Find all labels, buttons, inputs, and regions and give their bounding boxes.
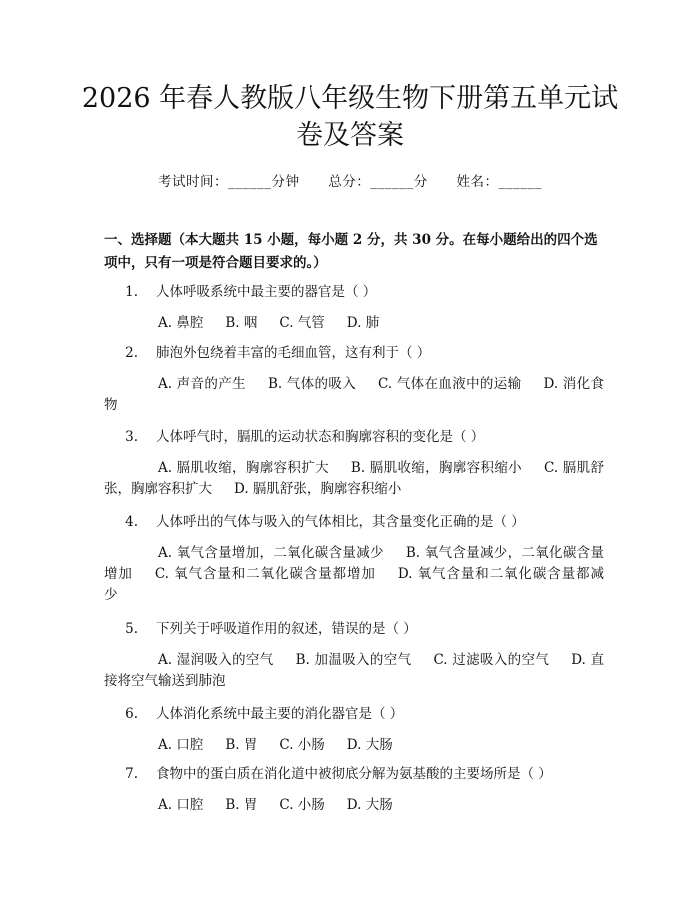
option-c: C. 氧气含量和二氧化碳含量都增加 xyxy=(154,566,376,582)
question-number: 1. xyxy=(125,284,138,300)
question-stem: 人体呼出的气体与吸入的气体相比，其含量变化正确的是（ ） xyxy=(156,514,525,530)
option-b: B. 胃 xyxy=(225,737,258,753)
option-b: B. 膈肌收缩，胸廓容积缩小 xyxy=(350,460,523,476)
title-line-2: 卷及答案 xyxy=(296,120,404,151)
option-d: D. 大肠 xyxy=(346,797,393,813)
option-c: C. 气管 xyxy=(279,315,325,331)
question-2 xyxy=(104,343,604,416)
option-d: D. 大肠 xyxy=(346,737,393,753)
option-b: B. 胃 xyxy=(225,797,258,813)
question-number: 2. xyxy=(125,345,138,361)
question-6 xyxy=(104,704,604,755)
option-b: B. 咽 xyxy=(225,315,258,331)
question-stem: 人体呼气时，膈肌的运动状态和胸廓容积的变化是（ ） xyxy=(156,429,485,445)
option-a: A. 口腔 xyxy=(158,797,204,813)
section-heading: 一、选择题（本大题共 15 小题，每小题 2 分，共 30 分。在每小题给出的四个选项中，只有一项是符合题目要求的。） xyxy=(104,232,598,271)
option-d: D. 直接将空气输送到肺泡 xyxy=(104,652,604,689)
question-7 xyxy=(104,764,604,815)
question-4 xyxy=(104,512,604,606)
option-b: B. 氧气含量减少，二氧化碳含量增加 xyxy=(104,545,604,582)
question-3 xyxy=(104,427,604,500)
exam-score: 总分：______分 xyxy=(328,174,428,190)
question-number: 5. xyxy=(125,621,138,637)
question-stem: 下列关于呼吸道作用的叙述，错误的是（ ） xyxy=(156,621,417,637)
option-a: A. 膈肌收缩，胸廓容积扩大 xyxy=(158,460,329,476)
exam-meta xyxy=(0,170,700,190)
option-a: A. 口腔 xyxy=(158,737,204,753)
option-a: A. 鼻腔 xyxy=(158,315,204,331)
question-stem: 人体消化系统中最主要的消化器官是（ ） xyxy=(156,706,404,722)
exam-time: 考试时间：______分钟 xyxy=(157,174,300,190)
option-c: C. 过滤吸入的空气 xyxy=(433,652,550,668)
exam-name: 姓名：______ xyxy=(456,174,543,190)
option-a: A. 湿润吸入的空气 xyxy=(158,652,274,668)
option-b: B. 加温吸入的空气 xyxy=(295,652,412,668)
option-c: C. 小肠 xyxy=(279,797,325,813)
option-d: D. 氧气含量和二氧化碳含量都减少 xyxy=(104,566,604,603)
question-stem: 肺泡外包绕着丰富的毛细血管，这有利于（ ） xyxy=(156,345,431,361)
option-a: A. 氧气含量增加，二氧化碳含量减少 xyxy=(158,545,384,561)
option-d: D. 消化食物 xyxy=(104,376,604,413)
question-number: 6. xyxy=(125,706,138,722)
question-stem: 食物中的蛋白质在消化道中被彻底分解为氨基酸的主要场所是（ ） xyxy=(156,766,552,782)
page-title xyxy=(80,80,620,154)
title-line-1: 2026 年春人教版八年级生物下册第五单元试 xyxy=(81,83,619,114)
question-5 xyxy=(104,619,604,692)
question-number: 4. xyxy=(125,514,138,530)
option-b: B. 气体的吸入 xyxy=(267,376,357,392)
option-c: C. 气体在血液中的运输 xyxy=(378,376,522,392)
option-a: A. 声音的产生 xyxy=(158,376,246,392)
option-c: C. 小肠 xyxy=(279,737,325,753)
option-d: D. 肺 xyxy=(346,315,380,331)
option-d: D. 膈肌舒张，胸廓容积缩小 xyxy=(234,481,402,497)
option-c: C. 膈肌舒张，胸廓容积扩大 xyxy=(104,460,604,497)
question-number: 7. xyxy=(125,766,138,782)
question-1 xyxy=(104,282,604,333)
question-number: 3. xyxy=(125,429,138,445)
question-stem: 人体呼吸系统中最主要的器官是（ ） xyxy=(156,284,377,300)
